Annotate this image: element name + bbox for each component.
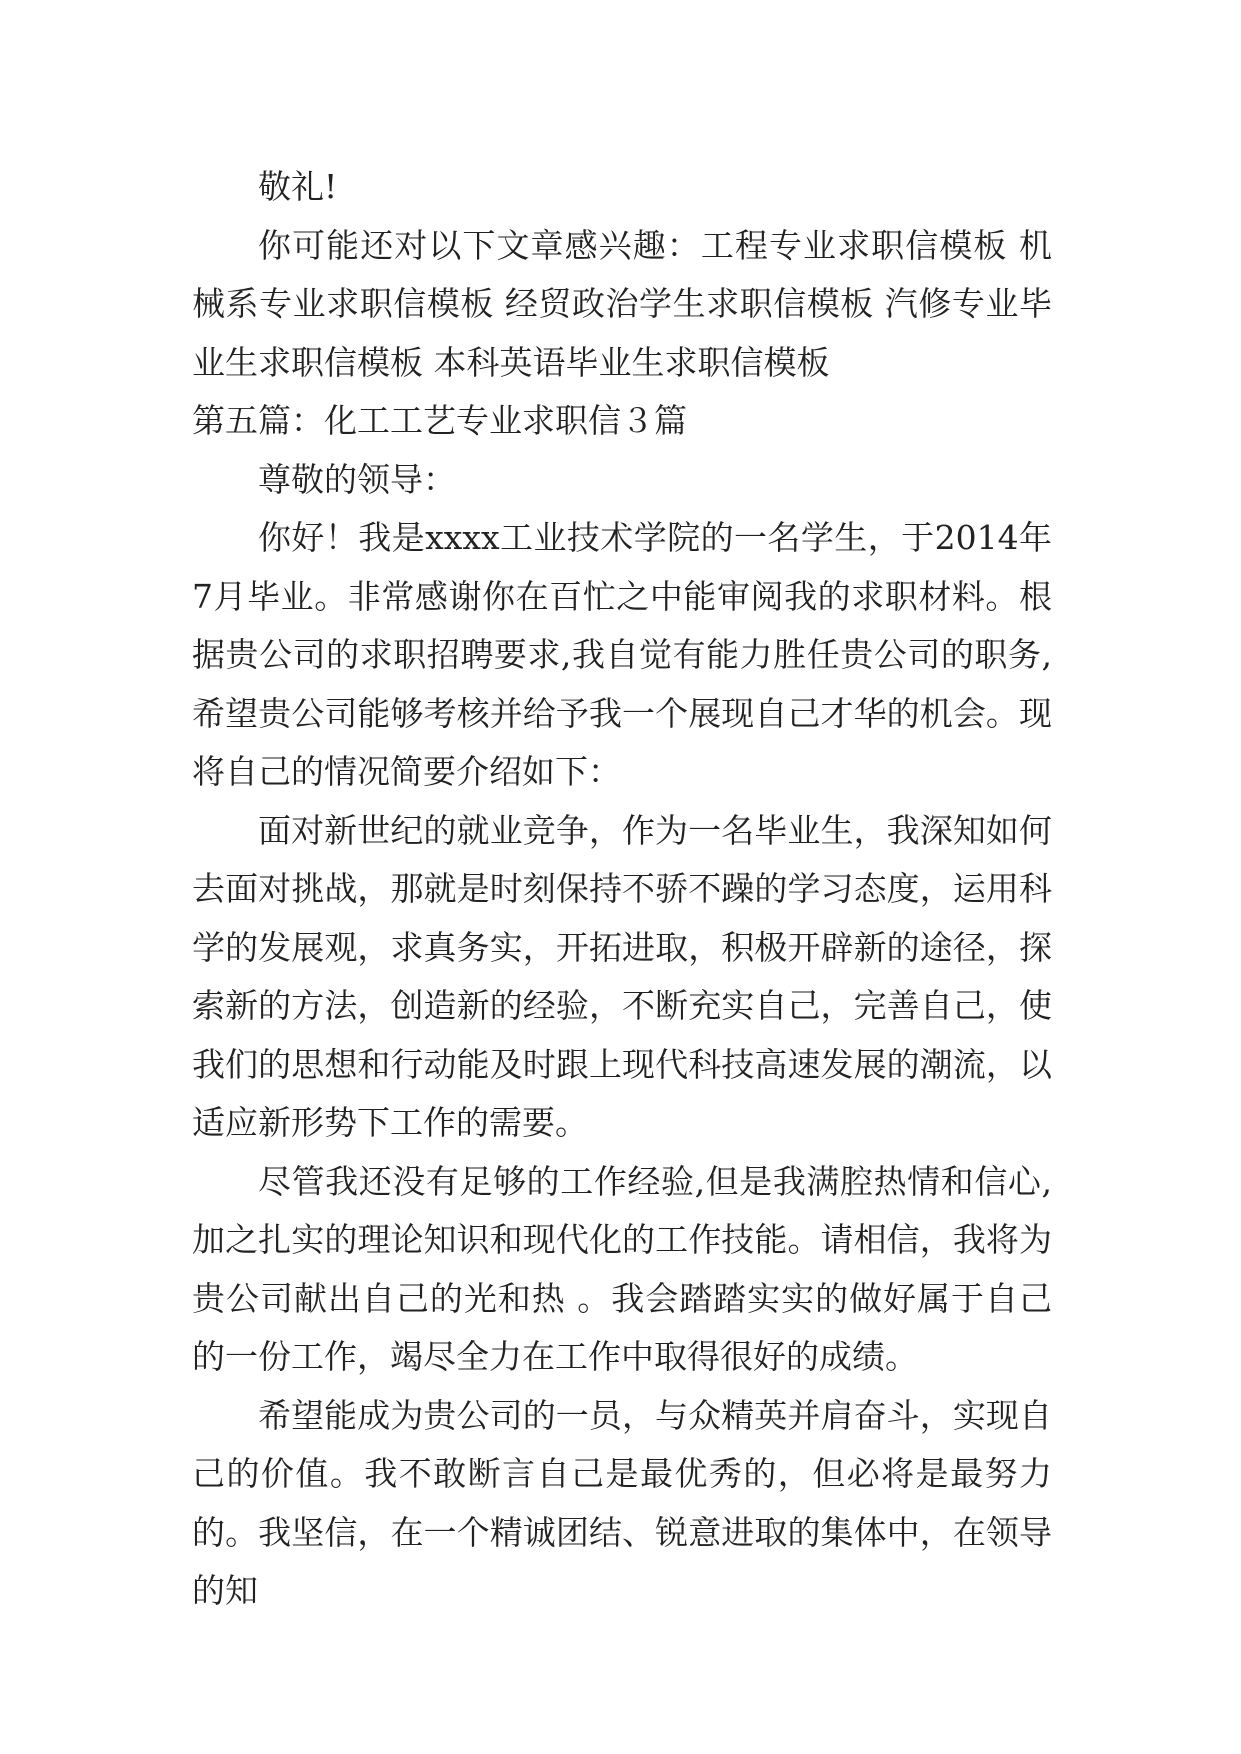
related-articles: 你可能还对以下文章感兴趣：工程专业求职信模板 机械系专业求职信模板 经贸政治学生求职信模板 汽修专业毕业生求职信模板 本科英语毕业生求职信模板 xyxy=(192,225,1052,382)
paragraph-hope: 希望能成为贵公司的一员，与众精英并肩奋斗，实现自己的价值。我不敢断言自己是最优秀的，但必将是最努力的。我坚信，在一个精诚团结、锐意进取的集体中，在领导的知 xyxy=(192,1395,1052,1610)
paragraph-intro: 你好！我是xxxx工业技术学院的一名学生，于2014年7月毕业。非常感谢你在百忙之中能审阅我的求职材料。根据贵公司的求职招聘要求,我自觉有能力胜任贵公司的职务,希望贵公司能够考核并给予我一个展现自己才华的机会。现将自己的情况简要介绍如下： xyxy=(192,518,1052,791)
paragraph-challenge: 面对新世纪的就业竞争，作为一名毕业生，我深知如何去面对挑战，那就是时刻保持不骄不躁的学习态度，运用科学的发展观，求真务实，开拓进取，积极开辟新的途径，探索新的方法，创造新的经验，不断充实自己，完善自己，使我们的思想和行动能及时跟上现代科技高速发展的潮流，以适应新形势下工作的需要。 xyxy=(192,810,1052,1142)
section-title: 第五篇：化工工艺专业求职信３篇 xyxy=(192,401,687,440)
paragraph-experience: 尽管我还没有足够的工作经验,但是我满腔热情和信心,加之扎实的理论知识和现代化的工作技能。请相信，我将为贵公司献出自己的光和热 。我会踏踏实实的做好属于自己的一份工作，竭尽全力在工作中取得很好的成绩。 xyxy=(192,1161,1052,1376)
closing-line: 敬礼! xyxy=(258,167,338,206)
salutation: 尊敬的领导： xyxy=(258,459,456,499)
document-body xyxy=(192,158,1052,1621)
